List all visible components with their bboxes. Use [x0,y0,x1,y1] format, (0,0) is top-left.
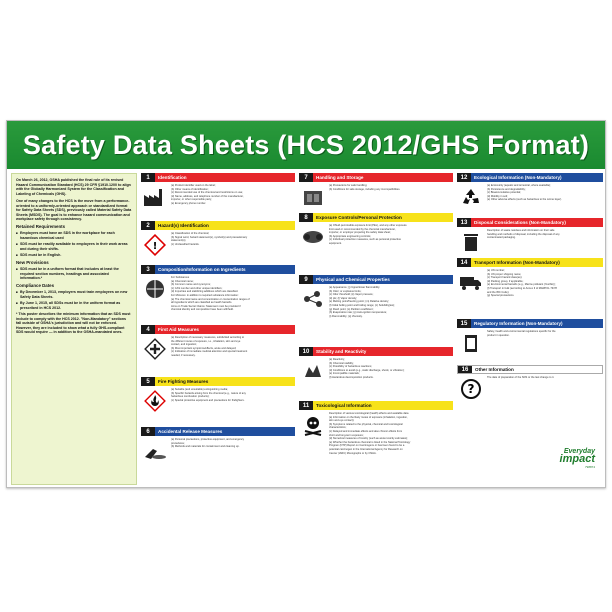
compliance-list [16,290,132,310]
section-header [299,401,453,410]
section-line: (c) Individual protection measures, such as personal protective [329,238,401,242]
sds-section-3 [141,265,295,312]
section-title: Hazard(s) Identification [158,223,209,228]
section-body [457,184,603,210]
section-line: (a) Chemical name; [171,279,194,283]
section-line: equipment. [329,241,342,245]
section-body [299,412,453,455]
section-number: 11 [299,401,313,410]
section-line: procedures; [171,441,185,445]
hazard-pictogram-icon [141,232,169,258]
section-number: 1 [141,173,155,182]
sds-section-14 [457,258,603,298]
section-body [141,388,295,414]
section-number: 5 [141,377,155,386]
logo-line: impact [559,453,595,465]
section-line: Safety, health and environmental regulations specific for the [487,330,556,333]
sds-section-12 [457,173,603,210]
section-line: (d) Impurities and stabilizing additives which are classified. [171,290,239,294]
section-number: 10 [299,347,313,356]
recycle-icon [457,184,485,210]
section-header [457,258,603,267]
section-text [327,286,453,318]
svg-text:?: ? [467,382,475,396]
section-title: Regulatory Information (Non-Mandatory) [474,321,563,326]
section-line: (h) Evaporation rate; (p) Auto-ignition temperature; [329,311,387,315]
section-line: (a) The chemical name and concentration or concentration ranges of [171,297,250,301]
section-line: product in question. [487,333,510,337]
section-line: (a) Information on the likely routes of exposure (inhalation, ingestion, [329,415,408,419]
section-text [485,184,603,210]
section-line: (e) Other adverse effects (such as hazardous to the ozone layer). [487,198,562,202]
section-line: The date of preparation of the SDS or the last change to it. [487,376,555,379]
section-text [485,376,603,402]
section-body [141,276,295,312]
section-line: (b) Common name and synonyms; [171,283,211,287]
section-title: Handling and Storage [316,175,364,180]
section-line: (f) Hazardous decomposition products. [329,375,374,379]
section-line: all ingredients which are classified as health hazards. [171,301,233,305]
section-header [141,173,295,182]
section-line: (b) Other means of identification; [171,187,209,191]
section-title: Identification [158,175,187,180]
section-line: (c) Odor threshold; (k) Vapor pressure; [329,293,374,297]
sds-section-5 [141,377,295,414]
section-line: importer, or other responsible party; [171,198,212,202]
section-line: statement(s); [171,239,187,243]
compliance-heading: Compliance Dates [16,282,55,288]
section-title: Accidental Release Measures [158,429,223,434]
section-text [327,224,453,250]
section-line: (e) Melting point/freezing point; (m) Relative density; [329,300,389,304]
sds-section-9 [299,275,453,318]
clipboard-icon [457,330,485,356]
section-line: (a) Ecotoxicity (aquatic and terrestrial, where available); [487,184,551,187]
section-line: For Mixtures: in addition to required substance information: [171,293,239,297]
sds-section-4 [141,325,295,362]
section-header [141,325,295,334]
section-text [485,229,603,255]
intro-paragraph: On March 26, 2012, OSHA published the final rule of its revised Hazard Communication Standard (HCS) 29 CFR §1910.1200 to align with the Globally Harmonized System for the Classification and Labeling of Chemicals (GHS). [16,178,131,196]
truck-icon [457,269,485,295]
section-header [141,377,295,386]
section-header [457,173,603,182]
section-line: (c) Delayed and immediate effects and also chronic effects from [329,429,403,433]
sds-section-13 [457,218,603,255]
section-body [457,229,603,255]
storage-icon [299,184,327,210]
section-line: (a) UN number; [487,269,505,272]
retained-list [16,231,132,258]
section-line: limit used or recommended by the chemical manufacturer, [329,227,396,231]
flask-icon [141,276,169,302]
first-aid-icon [141,336,169,362]
section-line: (d) Numerical measures of toxicity (such as acute toxicity estimates); [329,437,408,441]
list-item: ■ SDS must be in English. [16,253,132,258]
section-line: (b) Signal word, hazard statement(s), symbol(s) and precautionary [171,235,248,239]
section-text [169,388,295,414]
retained-heading: Retained Requirements [16,223,66,229]
section-line: (a) Appearance; (j) Upper/lower flammability [329,286,380,289]
section-body [141,438,295,464]
section-number: 13 [457,218,471,227]
section-line: (b) UN proper shipping name; [487,272,522,276]
sds-poster [6,120,606,488]
section-line: potential carcinogen in the International Agency for Research on [329,447,403,451]
list-item: ■ By December 1, 2013, employers must train employees on new Safety Data Sheets. [16,290,132,299]
section-line: (a) Personal precautions, protective equipment, and emergency [171,438,245,441]
section-title: Ecological Information (Non-Mandatory) [474,175,562,180]
section-line: (a) Classification of the chemical; [171,232,210,235]
section-header [141,265,295,274]
section-title: Transport Information (Non-Mandatory) [474,260,560,265]
section-body [299,224,453,250]
section-line: (b) Most important symptoms/effects, acute and delayed; [171,346,237,350]
list-item: ■ SDS must be readily available to employees in their work areas and during their shifts. [16,242,132,251]
factory-icon [141,184,169,210]
section-line: handling and methods of disposal, including the disposal of any [487,232,560,236]
section-header [299,213,453,222]
sds-section-16 [457,365,603,402]
section-body [457,376,603,402]
section-line: (c) Unclassified hazards. [171,242,200,246]
section-header [457,365,603,374]
section-line: (c) Bioaccumulative potential; [487,191,521,195]
section-line: (f) Transport in bulk (according to Annex II of MARPOL 73/78 [487,286,557,290]
section-text [169,336,295,362]
new-provisions-list [16,267,132,281]
section-text [485,269,603,298]
section-line: contaminated packaging. [487,236,516,240]
new-provisions-heading: New Provisions [16,259,49,265]
section-line: (g) Special precautions. [487,294,515,298]
section-text [169,184,295,210]
section-number: 7 [299,173,313,182]
list-item: ■ Employers must have an SDS in the workplace for each hazardous chemical used [16,231,132,240]
section-text [169,438,295,464]
section-number: 9 [299,275,313,284]
section-number: 15 [457,319,471,328]
section-line: (d) Mobility in soil; [487,194,508,198]
poster-title: Safety Data Sheets (HCS 2012/GHS Format) [22,129,590,160]
section-line: (c) CAS number and other unique identifiers; [171,286,223,290]
section-title: Composition/Information on Ingredients [158,267,246,272]
section-title: Toxicological Information [316,403,372,408]
section-body [457,269,603,298]
flame-icon [141,388,169,414]
section-body [299,184,453,210]
logo-line: Everyday [563,448,595,455]
section-line: Description of waste residues and information on their safe [487,229,555,232]
section-line: (d) Packing group, if applicable; [487,279,524,283]
section-line: Cancer (IARC) Monographs or by OSHA. [329,451,377,455]
section-header [299,173,453,182]
intro-paragraph: One of many changes to the HCS is the move from a performance-oriented to a uniformly-oriented approach or standardized format for Safety Data Sheets (SDS), previously called Material Safety Data Sheets (MSDS). The goal is to enhance hazard communication and workplace safety through consistency. [16,199,132,221]
trash-icon [457,229,485,255]
section-line: (b) Appropriate engineering controls; [329,234,371,238]
section-line: (d) pH; (l) Vapor density; [329,296,358,300]
section-line: contact, and ingestion; [171,343,197,347]
section-line: (i) Flammability; (q) Viscosity. [329,314,363,318]
section-line: Program (NTP) Report on Carcinogens or has been found to be a [329,444,405,448]
section-line: (b) Specific hazards arising from the chemical (e.g., nature of any [171,391,246,395]
section-line: the different routes of exposure, i.e., inhalation, skin and eye [171,339,241,343]
molecule-icon [299,286,327,312]
section-text [169,232,295,258]
section-number: 4 [141,325,155,334]
section-line: (c) Indication of immediate medical attention and special treatment [171,350,248,354]
section-line: (a) Reactivity; [329,358,345,361]
section-number: 8 [299,213,313,222]
section-text [327,358,453,384]
section-title: Stability and Reactivity [316,349,367,354]
sds-section-8 [299,213,453,250]
sds-section-7 [299,173,453,210]
section-body [141,232,295,258]
section-line: (g) Flash point; (o) Partition coefficient; [329,307,374,311]
sds-section-2 [141,221,295,258]
section-header [299,275,453,284]
section-line: (e) Incompatible materials; [329,372,360,376]
section-line: characteristics; [329,426,347,430]
section-line: needed, if necessary. [171,353,196,357]
poster-header [7,121,605,169]
section-title: Other Information [475,367,514,372]
section-line: (c) Transport hazard class(es); [487,276,523,280]
section-number: 16 [458,366,472,373]
question-icon [457,376,485,402]
sds-section-15 [457,319,603,356]
section-line: (a) Suitable (and unsuitable) extinguishing media; [171,388,228,391]
section-line: (a) Precautions for safe handling; [329,184,368,187]
respirator-icon [299,224,327,250]
section-line: (a) Description of necessary measures, subdivided according to [171,336,245,339]
section-body [457,330,603,356]
section-title: Exposure Controls/Personal Protection [316,215,402,220]
sds-section-1 [141,173,295,210]
section-header [141,221,295,230]
section-line: (b) Persistence and degradability; [487,187,526,191]
section-line: (f) Initial boiling point and boiling range; (n) Solubility(ies); [329,303,395,307]
section-body [141,336,295,362]
section-line: (e) Environmental hazards (e.g., Marine pollutant (Yes/No)); [487,283,556,287]
section-line: Description of various toxicological (health) effects and available data [329,412,409,415]
section-line: Aims on Trade Secret Claims: Statement must be provided if [171,304,241,308]
section-line: (d) Conditions to avoid (e.g., static discharge, shock, or vibration); [329,368,405,372]
section-text [485,330,603,356]
section-line: skin and eye contact); [329,419,355,423]
section-number: 6 [141,427,155,436]
section-header [457,319,603,328]
product-code: 798874 [584,465,595,469]
sds-section-11 [299,401,453,455]
section-line: (b) Methods and materials for containment and cleaning up. [171,445,240,449]
section-title: Fire Fighting Measures [158,379,209,384]
section-text [327,412,453,455]
sds-section-10 [299,347,453,384]
section-line: (e) Whether the hazardous chemical is listed in the National Toxicology [329,440,411,444]
section-line: (a) Product identifier used on the label; [171,184,216,187]
section-number: 3 [141,265,155,274]
section-number: 12 [457,173,471,182]
svg-text:!: ! [152,241,158,252]
intro-sidebar [11,173,137,485]
section-line: (b) Chemical stability; [329,361,354,365]
list-item: ■ By June 1, 2015, all SDSs must be in the uniform format as prescribed in HCS 2012. [16,301,132,310]
section-text [327,184,453,210]
list-item: ■ SDS must be in a uniform format that includes at least the required section numbers, headings and associated information.* [16,267,132,281]
section-number: 14 [457,258,471,267]
section-line: (c) Possibility of hazardous reactions; [329,365,372,369]
section-line: (c) Special protective equipment and precautions for firefighters. [171,398,245,402]
section-header [299,347,453,356]
brand-logo [535,448,595,469]
section-line: and the IBC Code); [487,290,510,294]
section-line: For Substances [171,276,190,279]
section-line: hazardous combustion products); [171,395,210,399]
skull-icon [299,412,327,438]
section-line: (b) Odor; or explosive limits; [329,289,362,293]
section-text [169,276,295,312]
section-title: Disposal Considerations (Non-Mandatory) [474,220,566,225]
section-line: importer, or employer preparing the safety data sheet; [329,231,391,235]
section-line: (e) Emergency phone number. [171,201,207,205]
section-line: chemical identity and composition have been withheld. [171,308,234,312]
section-number: 2 [141,221,155,230]
section-line: short and long-term exposure; [329,433,364,437]
reactivity-icon [299,358,327,384]
section-title: Physical and Chemical Properties [316,277,390,282]
section-title: First Aid Measures [158,327,199,332]
section-line: (d) Name, address, and telephone number of the manufacturer, [171,194,244,198]
section-body [299,286,453,318]
section-line: (b) Symptoms related to the physical, chemical and toxicological [329,422,403,426]
section-line: (a) OSHA permissible exposure limit (PEL), and any other exposure [329,224,407,227]
section-body [141,184,295,210]
section-body [299,358,453,384]
footnote: * This poster describes the minimum information that an SDS must include to comply with the HCS 2012. "Non-Mandatory" sections fall outside of OSHA's jurisdiction and will not be enforced. However, they are included to show what a fully GHS-compliant SDS would require — in addition to the OSHA-mandated ones. [16,312,131,334]
section-header [141,427,295,436]
spill-icon [141,438,169,464]
section-line: (c) Recommended use of the chemical and restrictions on use; [171,191,243,195]
sds-section-6 [141,427,295,464]
section-line: (b) Conditions for safe storage, including any incompatibilities. [329,187,401,191]
section-header [457,218,603,227]
